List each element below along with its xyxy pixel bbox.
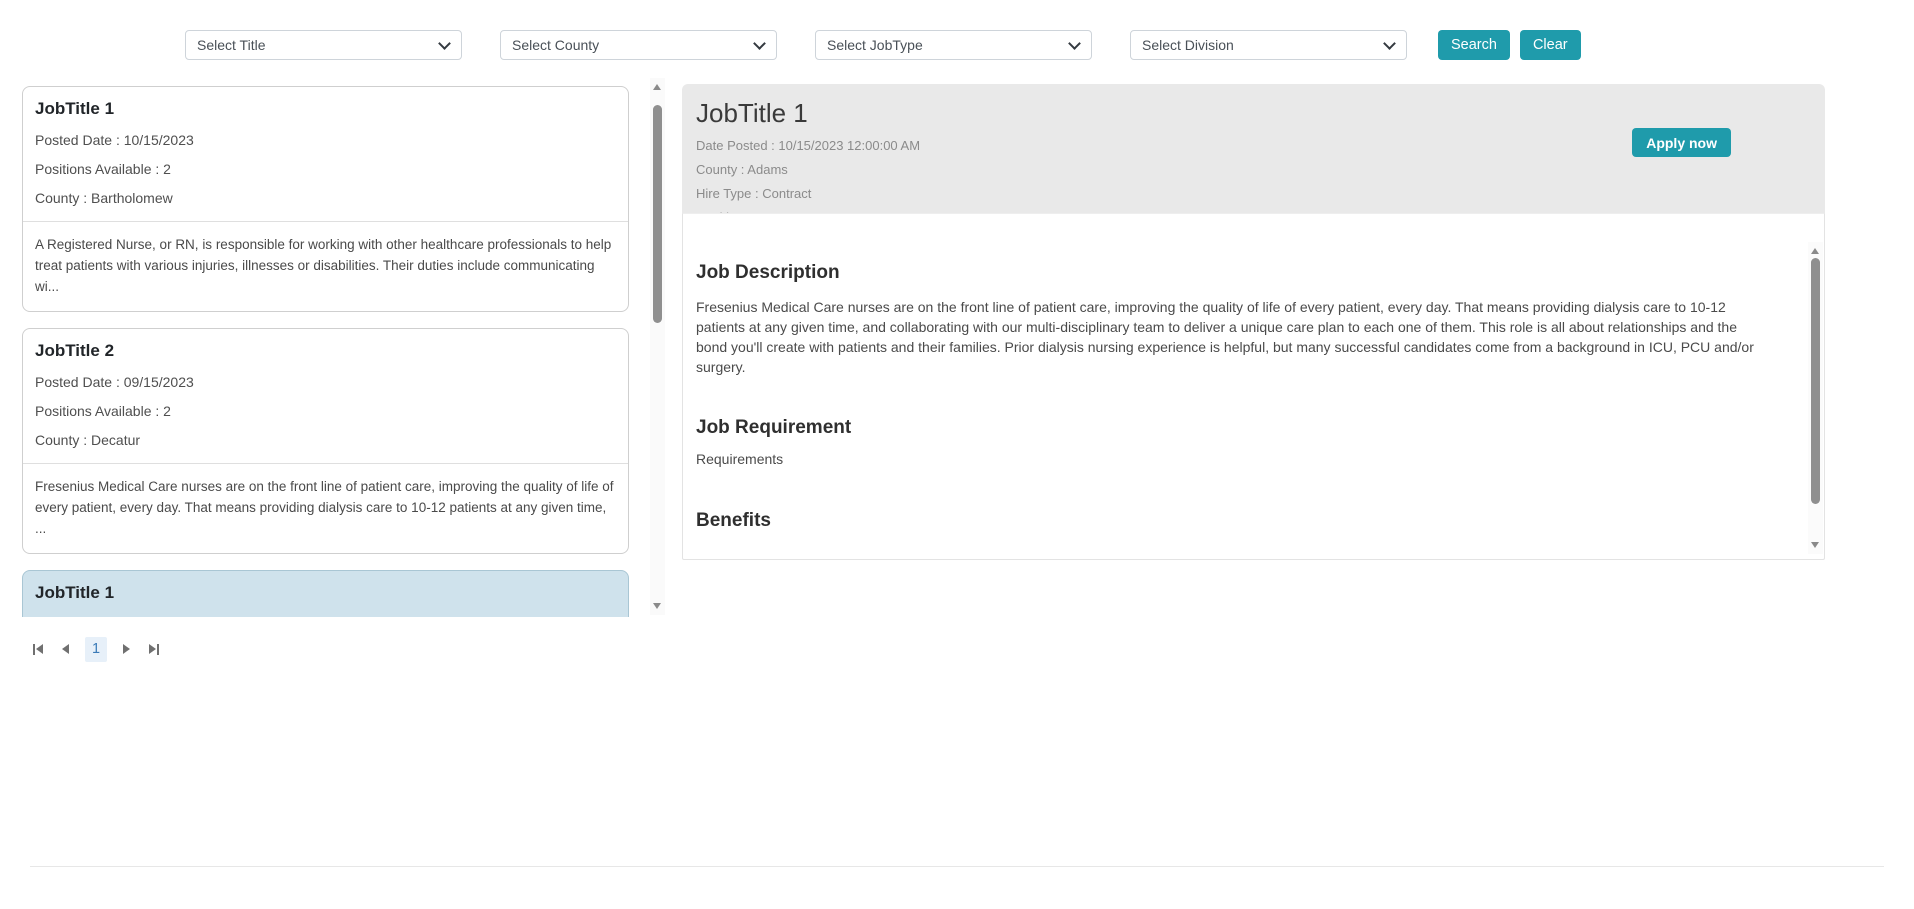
- job-card[interactable]: [22, 328, 629, 554]
- job-description-text: Fresenius Medical Care nurses are on the front line of patient care, improving the quality of life of every patient, every day. That means providing dialysis care to 10-12 patients at any given time, and collaborating with our multi-disciplinary team to deliver a unique care plan to each one of them. This role is all about relationships and the bond you'll create with patients and their families. Prior dialysis nursing experience is helpful, but many successful candidates come from a background in ICU, PCU and/or surgery.: [696, 299, 1754, 375]
- job-detail-title: JobTitle 1: [696, 98, 808, 128]
- job-description-heading: Job Description: [696, 262, 840, 283]
- job-card-title: JobTitle 1: [35, 583, 115, 602]
- page-number-current[interactable]: 1: [85, 637, 107, 662]
- scroll-down-icon[interactable]: [1811, 542, 1819, 548]
- first-page-button[interactable]: [30, 641, 46, 658]
- pagination: [30, 636, 162, 662]
- job-card-posted-date: Posted Date : 10/15/2023: [35, 132, 194, 148]
- prev-page-icon: [62, 644, 69, 654]
- scrollbar-thumb[interactable]: [1811, 258, 1820, 504]
- title-select-wrap: [185, 30, 462, 60]
- scroll-up-icon[interactable]: [653, 84, 661, 90]
- job-requirement-text: Requirements: [696, 451, 784, 467]
- job-card-posted-date: Posted Date : 09/15/2023: [35, 374, 194, 390]
- job-detail-scrollbar[interactable]: [1808, 242, 1823, 554]
- job-card-posted-date: [35, 616, 616, 617]
- clear-button[interactable]: Clear: [1520, 30, 1581, 60]
- next-page-icon: [123, 644, 130, 654]
- last-page-icon: [149, 644, 156, 654]
- card-divider: [23, 221, 628, 222]
- job-list-scrollbar[interactable]: [650, 78, 665, 615]
- next-page-button[interactable]: [120, 641, 133, 657]
- division-select[interactable]: [1130, 30, 1407, 60]
- job-requirement-heading: Job Requirement: [696, 417, 852, 438]
- county-select[interactable]: [500, 30, 777, 60]
- scroll-down-icon[interactable]: [653, 603, 661, 609]
- job-card-title: JobTitle 2: [35, 341, 115, 360]
- job-detail-body: [682, 213, 1825, 560]
- title-select[interactable]: [185, 30, 462, 60]
- benefits-heading: Benefits: [696, 510, 771, 531]
- scroll-up-icon[interactable]: [1811, 248, 1819, 254]
- footer-divider: [30, 866, 1884, 867]
- prev-page-button[interactable]: [59, 641, 72, 657]
- job-card-positions: Positions Available : 2: [35, 161, 171, 177]
- job-card-description: A Registered Nurse, or RN, is responsible for working with other healthcare professionals to help treat patients with various injuries, illnesses or disabilities. Their duties include communicating wi...: [35, 237, 612, 294]
- division-select-wrap: [1130, 30, 1407, 60]
- job-detail-date-posted: Date Posted : 10/15/2023 12:00:00 AM: [696, 138, 921, 153]
- filter-bar: [185, 30, 1581, 60]
- job-detail-header: [682, 84, 1825, 213]
- job-card[interactable]: [22, 86, 629, 312]
- county-select-wrap: [500, 30, 777, 60]
- card-divider: [23, 463, 628, 464]
- job-card-county: County : Bartholomew: [35, 190, 173, 206]
- job-list: [22, 78, 665, 617]
- apply-now-button[interactable]: Apply now: [1632, 128, 1731, 157]
- job-card-positions: Positions Available : 2: [35, 403, 171, 419]
- job-detail-hire-type: Hire Type : Contract: [696, 186, 812, 201]
- job-card-description: Fresenius Medical Care nurses are on the front line of patient care, improving the quality of life of every patient, every day. That means providing dialysis care to 10-12 patients at any given time, ...: [35, 479, 614, 536]
- last-page-button[interactable]: [146, 641, 162, 658]
- job-detail-county: County : Adams: [696, 162, 788, 177]
- job-card-title: JobTitle 1: [35, 99, 115, 118]
- job-card-selected[interactable]: [22, 570, 629, 617]
- jobtype-select[interactable]: [815, 30, 1092, 60]
- search-button[interactable]: Search: [1438, 30, 1510, 60]
- job-detail-panel: [682, 84, 1825, 560]
- scrollbar-thumb[interactable]: [653, 105, 662, 323]
- first-page-icon: [33, 644, 35, 655]
- job-card-county: County : Decatur: [35, 432, 141, 448]
- jobtype-select-wrap: [815, 30, 1092, 60]
